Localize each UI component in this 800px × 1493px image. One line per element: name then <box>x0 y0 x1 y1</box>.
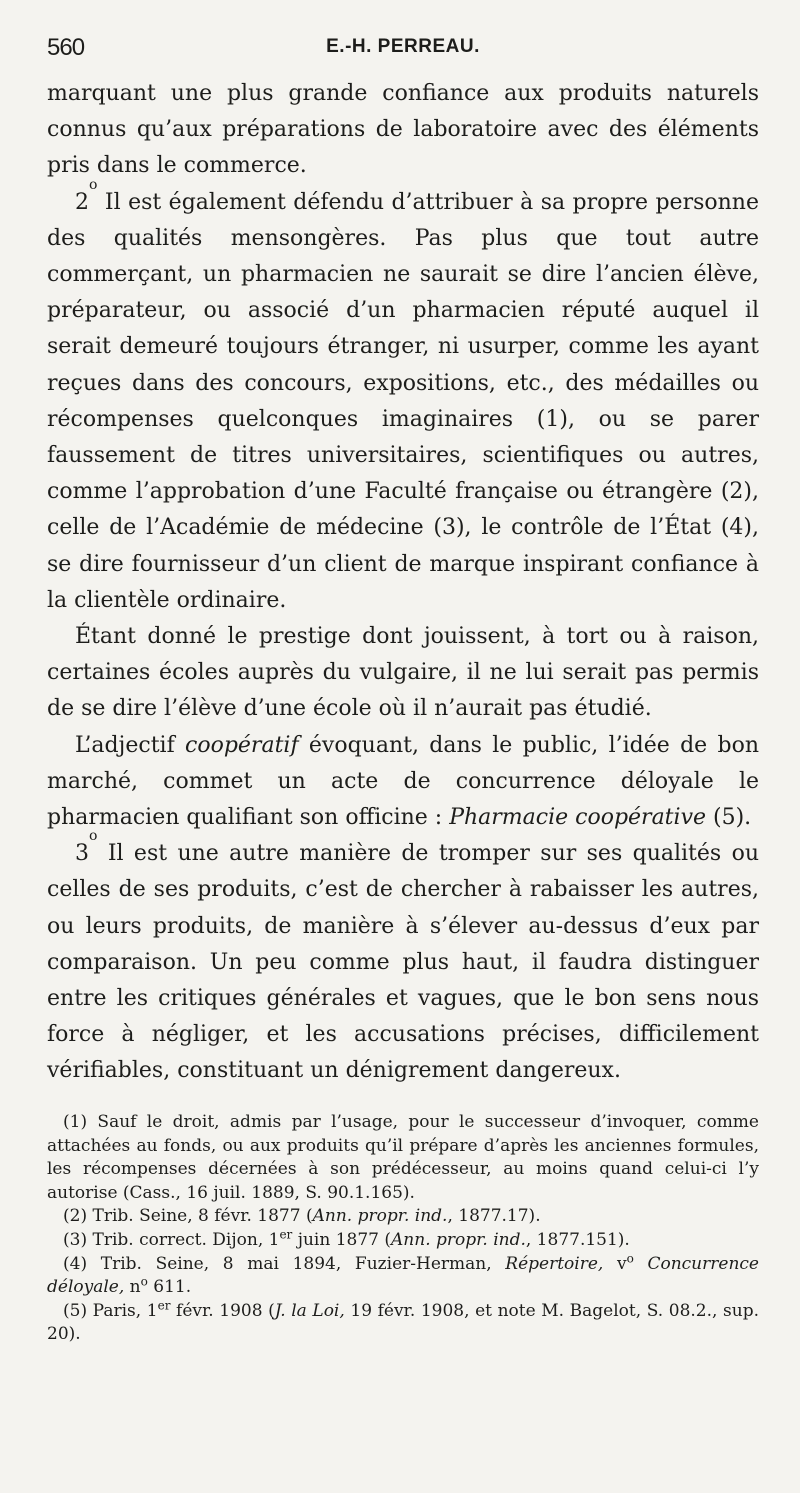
paragraph-5-text: Il est une autre manière de tromper sur ses qualités ou celles de ses produits, c’est de chercher à rabaisser les autres, ou leurs produits, de manière à s’élever au-dessus d’eux par comparaison. Un peu comme plus haut, il faudra distinguer entre les critiques générales et vagues, que le bon sens nous force à négliger, et les accusations précises, difficilement vérifiables, constituant un dénigrement dangereux. <box>47 841 759 1084</box>
paragraph-1: marquant une plus grande confiance aux produits naturels connus qu’aux préparations de laboratoire avec des éléments pris dans le commerce. <box>47 81 759 179</box>
paragraph-3: Étant donné le prestige dont jouissent, à tort ou à raison, certaines écoles auprès du vulgaire, il ne lui serait pas permis de se dire l’élève d’une école où il n’aurait pas étudié. <box>47 624 759 722</box>
page-header <box>47 34 759 66</box>
footnote-5-superscript: er <box>157 1298 171 1313</box>
paragraph-4 <box>47 728 759 837</box>
footnote-5-text-a: (5) Paris, 1 <box>63 1300 158 1321</box>
footnote-4-italic-2: Concurrence déloyale, <box>47 1253 759 1298</box>
footnote-3-superscript: er <box>279 1227 293 1242</box>
footnote-3-text-c: , 1877.151). <box>525 1229 630 1250</box>
footnote-5-italic: J. la Loi, <box>274 1300 345 1321</box>
footnote-5-text-c: 19 févr. 1908, et note M. Bagelot, S. 08.2., sup. 20). <box>47 1300 759 1345</box>
footnote-2 <box>47 1205 759 1229</box>
running-head: E.-H. PERREAU. <box>326 36 480 57</box>
paragraph-5-number: 3 <box>75 841 89 867</box>
body-text <box>47 76 759 1090</box>
footnote-2-italic: Ann. propr. ind. <box>312 1206 448 1227</box>
paragraph-4-italic-term: coopératif <box>185 732 299 758</box>
footnote-3-text-a: (3) Trib. correct. Dijon, 1 <box>63 1229 280 1250</box>
footnote-4-superscript-2: o <box>140 1274 148 1289</box>
paragraph-4-italic-name: Pharmacie coopérative <box>449 805 707 831</box>
page-number: 560 <box>47 34 85 61</box>
footnote-4-text-b: v <box>603 1253 627 1274</box>
footnotes <box>47 1111 759 1347</box>
footnote-4-text-c <box>634 1254 648 1274</box>
footnote-4-superscript: o <box>626 1250 634 1265</box>
footnote-2-text-a: (2) Trib. Seine, 8 févr. 1877 ( <box>63 1206 313 1227</box>
paragraph-2-ordinal: o <box>89 176 98 193</box>
paragraph-2-number: 2 <box>75 189 89 215</box>
footnote-3-italic: Ann. propr. ind. <box>391 1229 526 1250</box>
footnote-3 <box>47 1229 759 1253</box>
footnote-4-text-e: 611. <box>147 1277 192 1298</box>
paragraph-2 <box>47 176 759 619</box>
paragraph-4-text-c: (5). <box>706 805 752 831</box>
footnote-4 <box>47 1250 759 1300</box>
paragraph-2-text: Il est également défendu d’attribuer à sa propre personne des qualités mensongères. Pas plus que tout autre commerçant, un pharmacien ne saurait se dire l’ancien élève, préparateur, ou associé d’un pharmacien réputé auquel il serait demeuré toujours étranger, ni usurper, comme les ayant reçues dans des concours, expositions, etc., des médailles ou récompenses quelconques imaginaires (1), ou se parer faussement de titres universitaires, scientifiques ou autres, comme l’approbation d’une Faculté française ou étrangère (2), celle de l’Académie de médecine (3), le contrôle de l’État (4), se dire fournisseur d’un client de marque inspirant confiance à la clientèle ordinaire. <box>47 189 759 613</box>
footnote-4-italic-1: Répertoire, <box>505 1253 604 1274</box>
footnote-4-text-a: (4) Trib. Seine, 8 mai 1894, Fuzier-Herman, <box>63 1253 506 1274</box>
footnote-3-text-b: juin 1877 ( <box>292 1229 392 1250</box>
footnote-2-text-b: , 1877.17). <box>447 1206 541 1227</box>
paragraph-5-ordinal: o <box>89 828 98 845</box>
paragraph-4-text-a: L’adjectif <box>75 732 186 758</box>
footnote-4-text-d: n <box>124 1277 141 1298</box>
footnote-1: (1) Sauf le droit, admis par l’usage, pour le successeur d’invoquer, comme attachées au fonds, ou aux produits qu’il prépare d’après les anciennes formules, les récompenses décernées à son prédécesseur, au moins quand celui-ci l’y autorise (Cass., 16 juil. 1889, S. 90.1.165). <box>47 1112 759 1203</box>
footnote-5 <box>47 1300 759 1347</box>
paragraph-5 <box>47 828 759 1089</box>
paragraph-4-text-b: évoquant, dans le public, l’idée de bon marché, commet un acte de concurrence déloyale le pharmacien qualifiant son officine : <box>47 732 759 831</box>
footnote-5-text-b: févr. 1908 ( <box>170 1300 275 1321</box>
